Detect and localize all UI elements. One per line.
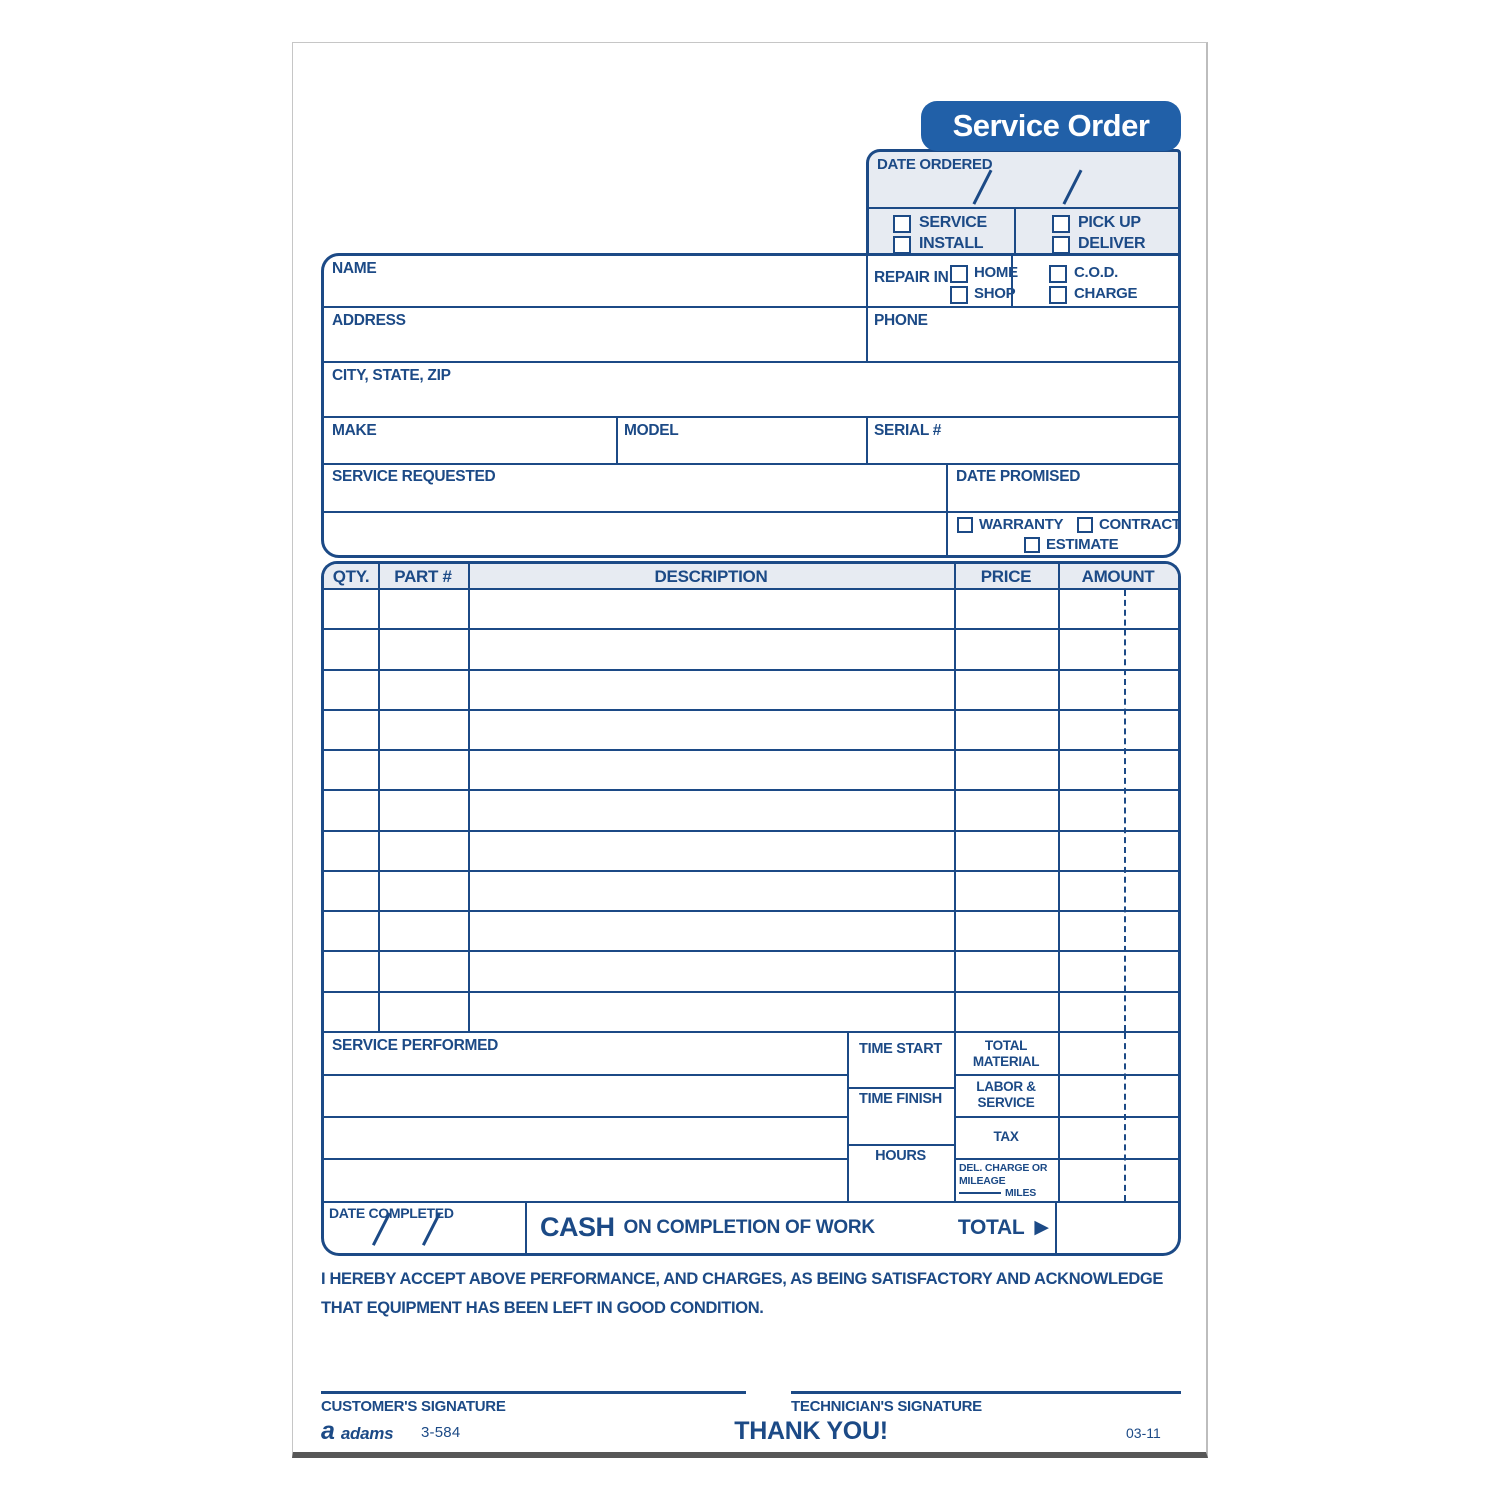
delivery-charge-amount-field[interactable] [1060, 1158, 1122, 1201]
col-description: DESCRIPTION [654, 567, 768, 586]
cents-rule-dashed-line [1124, 590, 1126, 1031]
grid-line [866, 256, 868, 361]
items-table-body [324, 590, 1178, 1031]
cod-checkbox[interactable] [1049, 265, 1067, 283]
work-summary-section [321, 1031, 1181, 1201]
contract-checkbox[interactable] [1077, 517, 1093, 533]
charge-checkbox[interactable] [1049, 286, 1067, 304]
miles-label: MILES [1005, 1187, 1037, 1200]
serial-label: SERIAL # [874, 422, 942, 439]
hours-label: HOURS [875, 1148, 926, 1164]
cash-on-completion [540, 1203, 875, 1252]
cod-checkbox-label: C.O.D. [1074, 264, 1119, 281]
total-amount-field[interactable] [1057, 1203, 1177, 1252]
time-finish-field[interactable] [849, 1111, 952, 1141]
time-start-label: TIME START [859, 1041, 942, 1057]
form-stock-number: 3-584 [421, 1424, 461, 1441]
total-label: TOTAL [957, 1215, 1025, 1239]
charge-checkbox-label: CHARGE [1074, 285, 1138, 302]
tax-amount-field[interactable] [1060, 1116, 1122, 1158]
cents-rule-dashed-line [1124, 1033, 1126, 1201]
date-promised-label: DATE PROMISED [956, 468, 1081, 485]
shop-checkbox[interactable] [950, 286, 968, 304]
total-row [321, 1201, 1181, 1256]
service-requested-field[interactable] [332, 488, 937, 550]
service-order-form [292, 42, 1208, 1458]
miles-blank-line[interactable] [959, 1192, 1001, 1194]
install-checkbox-label: INSTALL [919, 235, 984, 252]
repair-in-label: REPAIR IN [874, 269, 949, 286]
item-row[interactable] [324, 991, 1178, 1031]
delivery-charge-label: DEL. CHARGE OR MILEAGE [959, 1162, 1048, 1187]
pick-up-checkbox-label: PICK UP [1078, 214, 1141, 231]
estimate-checkbox-label: ESTIMATE [1046, 536, 1119, 553]
city-state-zip-field[interactable] [454, 367, 1164, 413]
tax-label: TAX [993, 1129, 1019, 1145]
model-label: MODEL [624, 422, 679, 439]
grid-line [869, 207, 1178, 209]
address-field[interactable] [414, 312, 854, 358]
grid-line [1058, 564, 1060, 1031]
customer-signature-line[interactable] [321, 1391, 746, 1394]
item-row[interactable] [324, 789, 1178, 829]
col-qty: QTY. [332, 567, 370, 586]
estimate-checkbox[interactable] [1024, 537, 1040, 553]
grid-line [468, 564, 470, 1031]
hours-field[interactable] [849, 1168, 952, 1198]
grid-line [324, 416, 1178, 418]
grid-line [324, 306, 1178, 308]
date-promised-field[interactable] [956, 486, 1166, 508]
grid-line [847, 1087, 954, 1089]
item-row[interactable] [324, 590, 1178, 628]
service-performed-label: SERVICE PERFORMED [332, 1037, 499, 1054]
cash-rest-label: ON COMPLETION OF WORK [623, 1216, 875, 1238]
item-row[interactable] [324, 950, 1178, 990]
contract-checkbox-label: CONTRACT [1099, 516, 1181, 533]
technician-signature-line[interactable] [791, 1391, 1181, 1394]
acceptance-statement: I HEREBY ACCEPT ABOVE PERFORMANCE, AND CHARGES, AS BEING SATISFACTORY AND ACKNOWLEDGE THAT EQUIPMENT HAS BEEN LEFT IN GOOD CONDITION. [321, 1270, 1164, 1317]
grid-line [324, 361, 1178, 363]
labor-service-amount-field[interactable] [1060, 1074, 1122, 1116]
delivery-charge-cell [956, 1160, 1058, 1201]
date-ordered-label: DATE ORDERED [877, 156, 993, 173]
make-field[interactable] [384, 422, 609, 460]
col-amount: AMOUNT [1081, 567, 1155, 586]
col-price: PRICE [980, 567, 1032, 586]
grid-line [616, 416, 618, 463]
grid-line [866, 416, 868, 463]
grid-line [847, 1144, 954, 1146]
items-table-header [324, 564, 1178, 590]
time-finish-label: TIME FINISH [859, 1091, 942, 1107]
address-label: ADDRESS [332, 312, 406, 329]
grid-line [1014, 207, 1016, 253]
date-completed-label: DATE COMPLETED [329, 1205, 454, 1221]
customer-signature-label: CUSTOMER'S SIGNATURE [321, 1398, 506, 1415]
item-row[interactable] [324, 910, 1178, 950]
model-field[interactable] [684, 422, 859, 460]
thank-you-text: THANK YOU! [734, 1417, 888, 1445]
warranty-checkbox-label: WARRANTY [979, 516, 1064, 533]
grid-line [525, 1203, 527, 1253]
warranty-checkbox[interactable] [957, 517, 973, 533]
form-title: Service Order [952, 108, 1150, 143]
shop-checkbox-label: SHOP [974, 285, 1016, 302]
items-table [321, 561, 1181, 1031]
item-row[interactable] [324, 870, 1178, 910]
service-performed-field[interactable] [332, 1057, 837, 1197]
grid-line [378, 564, 380, 1031]
total-arrow-icon: ▶ [1034, 1217, 1049, 1238]
serial-field[interactable] [949, 422, 1169, 460]
install-checkbox[interactable] [893, 236, 911, 254]
grid-line [946, 463, 948, 555]
phone-label: PHONE [874, 312, 928, 329]
date-ordered-field[interactable] [879, 174, 1174, 206]
grid-line [324, 463, 1178, 465]
item-row[interactable] [324, 749, 1178, 789]
form-title-banner [921, 101, 1181, 151]
total-material-amount-field[interactable] [1060, 1033, 1122, 1074]
deliver-checkbox-label: DELIVER [1078, 235, 1146, 252]
item-row[interactable] [324, 628, 1178, 668]
item-row[interactable] [324, 709, 1178, 749]
deliver-checkbox[interactable] [1052, 236, 1070, 254]
name-field[interactable] [384, 260, 854, 304]
service-checkbox-label: SERVICE [919, 214, 987, 231]
technician-signature-label: TECHNICIAN'S SIGNATURE [791, 1398, 982, 1415]
grid-line [954, 564, 956, 1031]
phone-field[interactable] [939, 312, 1169, 358]
order-header-box [866, 149, 1181, 253]
total-label-group [914, 1203, 1049, 1252]
make-label: MAKE [332, 422, 377, 439]
labor-service-label: LABOR & SERVICE [976, 1079, 1036, 1110]
home-checkbox-label: HOME [974, 264, 1018, 281]
time-start-field[interactable] [849, 1059, 952, 1085]
adams-logo-mark: a [321, 1417, 335, 1445]
adams-logo [321, 1419, 393, 1444]
name-label: NAME [332, 260, 377, 277]
city-state-zip-label: CITY, STATE, ZIP [332, 367, 451, 384]
total-material-label: TOTAL MATERIAL [972, 1037, 1040, 1069]
cash-label: CASH [540, 1212, 615, 1242]
revision-code: 03-11 [1126, 1425, 1161, 1441]
col-part: PART # [394, 567, 452, 586]
customer-info-section [321, 253, 1181, 558]
adams-brand-name: adams [340, 1424, 394, 1443]
pick-up-checkbox[interactable] [1052, 215, 1070, 233]
item-row[interactable] [324, 669, 1178, 709]
item-row[interactable] [324, 830, 1178, 870]
service-requested-label: SERVICE REQUESTED [332, 468, 496, 485]
home-checkbox[interactable] [950, 265, 968, 283]
service-checkbox[interactable] [893, 215, 911, 233]
